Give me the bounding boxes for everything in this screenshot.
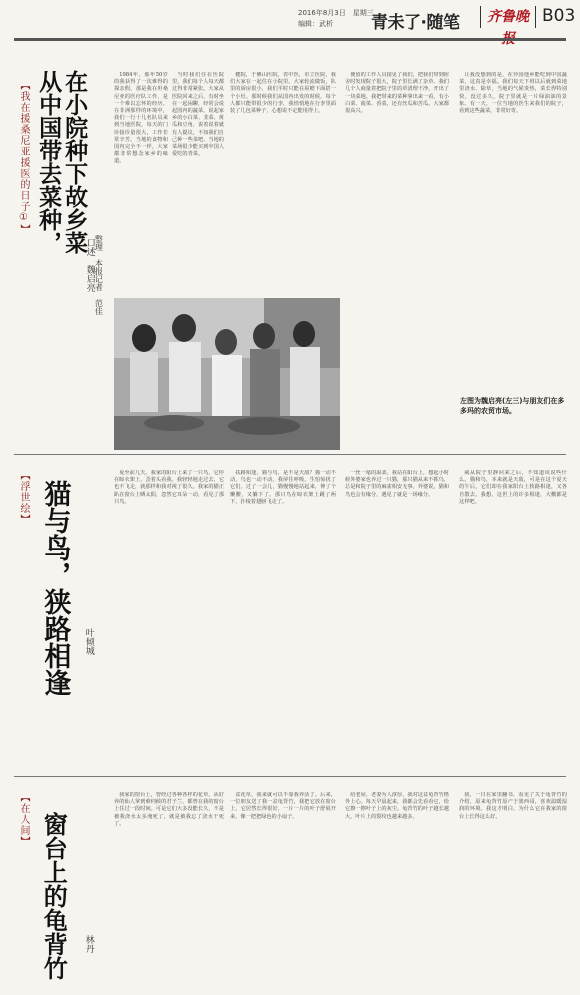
article-divider-1 [14, 454, 566, 455]
photo-caption: 左图为魏启亮(左三)与朋友们在多多玛的农贸市场。 [460, 397, 565, 415]
article2-column-2: 扶路相逢，猫与鸟，是不是天敌？猫一动不动，鸟也一动不动。我屏住呼吸，生怕惊扰了它们。过了一会儿，猫慢慢地站起来，伸了个懒腰，又躺下了。那只鸟在晾衣架上跳了两下，扑棱着翅膀飞走了。 [230, 470, 336, 505]
article-divider-2 [14, 776, 566, 777]
article1-tag: 【我在援桑尼亚援医的日子①】 [18, 80, 29, 235]
article2-tag: 【浮世绘】 [18, 470, 29, 525]
article2-title: 猫与鸟，狭路相逢 [39, 480, 71, 696]
section-title: 青未了·随笔 [371, 13, 460, 33]
article1-column-1: 1984年，那年50岁的我获得了一次难得的探亲假。那是我在坦桑尼亚的医疗队工作，是一个难以忘怀的经历。在非洲那样的环境中，我们一行十几名队员来到当地医院，每天的门诊接诊量很大，工作非常辛苦。当地的食物和国内完全不一样，大家都非常想念家乡的味道。 [114, 72, 168, 165]
page-number: B03 [542, 6, 576, 26]
article3-tag: 【在人间】 [18, 792, 29, 847]
article3-byline: 林丹 [83, 935, 94, 953]
article2-column-1: 夏至前几天，我家的阳台上来了一只鸟，它停在晾衣架上，歪着头看我。我轻轻地走过去，它也不飞走，就那样和我对视了很久。我家的猫正趴在窗台上晒太阳，忽然它耳朵一动，看见了那只鸟。 [114, 470, 224, 505]
article1-byline-interviewee: 口述 魏启亮 [84, 238, 95, 292]
article2-column-3: 一丝一毫的温柔。我站在阳台上，想起小时候外婆家也养过一只猫，那只猫从来不抓鸟，总是和院子里的麻雀相安无事。外婆说，猫和鸟也会有缘分，遇见了就是一场缘分。 [345, 470, 449, 498]
article2-byline: 叶倾城 [83, 628, 94, 655]
issue-date: 2016年8月3日 星期三 [298, 9, 374, 17]
article1-column-5: 让我没想到的是，在异国他乡能吃到中国蔬菜，这真是幸福。我们每天下班以后就到菜地里浇水、除草，当地的气候炎热，菜长得特别快，没过多久，院子里就是一片绿油油的景象。有一天，一位当地的医生来我们的院子，看到这些蔬菜，非常好奇。 [459, 72, 567, 115]
article1-column-4: 便留的工作人员接见了我们，把我们带到宿舍时发现院子很大，院子里长满了杂草。我们几个人商量着把院子里的草清理干净，开出了一块菜地。我把带来的菜种拿出来一看，有小白菜、菠菜、香菜，还有丝瓜和苦瓜。大家都很高兴。 [345, 72, 449, 115]
article1-title-line1: 在小院种下故乡菜 [61, 70, 88, 254]
article3-column-2: 盆花草，我来就可以不靠我养活了。后来，一位朋友送了我一盆龟背竹，我把它放在窗台上，它居然长得很好，一片一片的叶子舒展开来，像一把把绿色的小扇子。 [230, 792, 336, 820]
article1-column-2: 当时我们住在医院里，我们每个人每天都过得非常紧张。大家从医院回来之后，有时坐在一起闲聊，经常会说起国内的蔬菜，说起家乡的小白菜、韭菜、黄瓜和豆角，说着说着就有人提议，不如我们自己种一些菜吧。当地的菜场很少能买到中国人爱吃的青菜。 [172, 72, 224, 158]
article1-byline-editor: 整理 本报记者 范佳 [94, 235, 104, 315]
editor-credit: 编辑：武析 [298, 20, 333, 28]
page-header [0, 0, 580, 47]
article3-title: 窗台上的龟背竹 [39, 812, 68, 980]
article3-column-4: 我，一日在家里翻书，看见了关于龟背竹的介绍，原来龟背竹原产于墨西哥，喜欢温暖湿润的环境。我这才明白，为什么它在我家的窗台上长得这么好。 [459, 792, 567, 820]
article2-column-4: 威从院子里静回来之后，不知道该说些什么。猫和鸟，本来就是天敌，可是在这个夏天的午后，它们却在我家阳台上狭路相逢，又各自散去。我想，这世上的许多相逢，大概都是这样吧。 [459, 470, 567, 505]
article1-photo [114, 298, 340, 450]
article1-column-3: 健院，于佛山医院，省中医，市立医院，我们大家在一起住在小院里。大家轮流做饭，队里的厨房很小，我们平时只能在屋檐下面搭一个小灶。那时候我们从国内出发的时候，每个人都只能带很少的行李，我悄悄地在行李里面装了几包菜种子，心想说不定能用得上。 [230, 72, 336, 115]
header-rule [14, 38, 566, 41]
article3-column-3: 给老屋，老妻为人淳厚，我对这盆龟背竹格外上心。每天早晨起来，我都会先看看它，给它擦一擦叶子上的灰尘。龟背竹的叶子越长越大，叶片上的裂纹也越来越多。 [345, 792, 449, 820]
article1-title-line2: 从中国带去菜种， [35, 70, 62, 254]
newspaper-logo: 齐鲁晚报 [480, 6, 536, 28]
article3-column-1: 我家的窗台上，曾经过各种各样的花草，从好养的仙人掌到难伺候的君子兰，都曾在我的窗台上住过一段时间。可是它们大多没能长久，不是被我浇水太多淹死了，就是被我忘了浇水干死了。 [114, 792, 224, 827]
